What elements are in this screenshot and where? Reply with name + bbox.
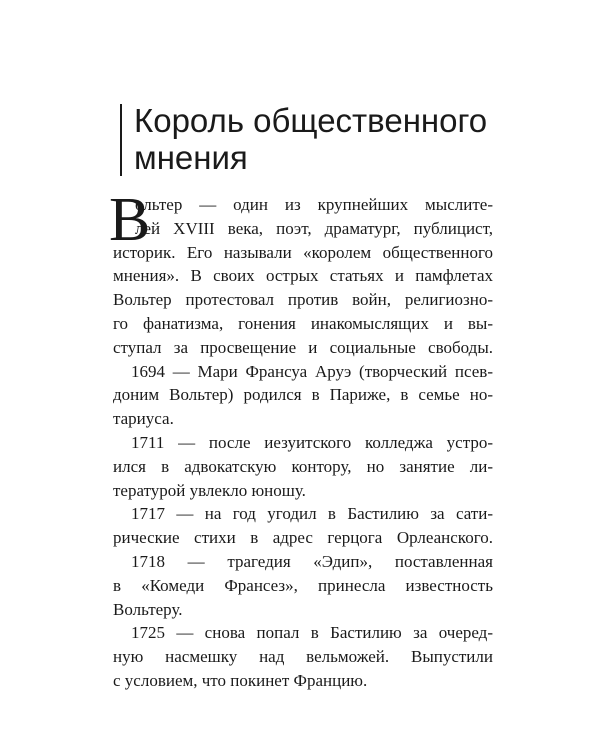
timeline-line: тариуса. — [113, 409, 174, 429]
drop-cap: В — [109, 186, 151, 254]
timeline-entry-1694 — [113, 360, 493, 431]
intro-line-3: историк. Его называли «королем общественного — [113, 242, 493, 262]
timeline-line: с условием, что покинет Францию. — [113, 670, 368, 690]
timeline-entry-1711 — [113, 431, 493, 502]
timeline-entry-1717 — [113, 502, 493, 550]
intro-line-7: ступал за просвещение и социальные свободы. — [113, 337, 493, 357]
intro-line-1: ольтер — один из крупнейших мыслите- — [135, 195, 493, 214]
timeline-line: 1718 — трагедия «Эдип», поставленная — [131, 551, 493, 571]
heading-vertical-rule — [120, 104, 122, 176]
timeline-line: Вольтеру. — [113, 599, 183, 619]
chapter-heading — [120, 102, 520, 176]
body-text — [109, 186, 493, 693]
timeline-line: в «Комеди Франсез», принесла известность — [113, 575, 493, 595]
intro-line-2: лей XVIII века, поэт, драматург, публицист, — [135, 218, 493, 238]
timeline-line: ился в адвокатскую контору, но занятие ли- — [113, 456, 493, 476]
timeline-line: 1725 — снова попал в Бастилию за очеред- — [131, 623, 493, 643]
timeline-line: доним Вольтер) родился в Париже, в семье но- — [113, 385, 493, 405]
chapter-title-line-2: мнения — [134, 139, 248, 176]
chapter-title-line-1: Король общественного — [134, 102, 488, 139]
timeline-line: рические стихи в адрес герцога Орлеанского. — [113, 528, 493, 548]
timeline-line: 1694 — Мари Франсуа Аруэ (творческий псев- — [131, 361, 493, 381]
timeline-entry-1718 — [113, 550, 493, 621]
intro-line-6: го фанатизма, гонения инакомыслящих и вы- — [113, 313, 493, 333]
intro-paragraph — [109, 186, 493, 360]
timeline-line: ную насмешку над вельможей. Выпустили — [113, 647, 493, 667]
intro-line-5: Вольтер протестовал против войн, религиозно- — [113, 290, 493, 310]
intro-line-4: мнения». В своих острых статьях и памфлетах — [113, 266, 493, 286]
timeline-line: тературой увлекло юношу. — [113, 480, 306, 500]
timeline-line: 1717 — на год угодил в Бастилию за сати- — [131, 504, 493, 524]
timeline-line: 1711 — после иезуитского колледжа устро- — [131, 432, 493, 452]
chapter-title — [120, 102, 520, 176]
timeline-entry-1725 — [113, 621, 493, 692]
